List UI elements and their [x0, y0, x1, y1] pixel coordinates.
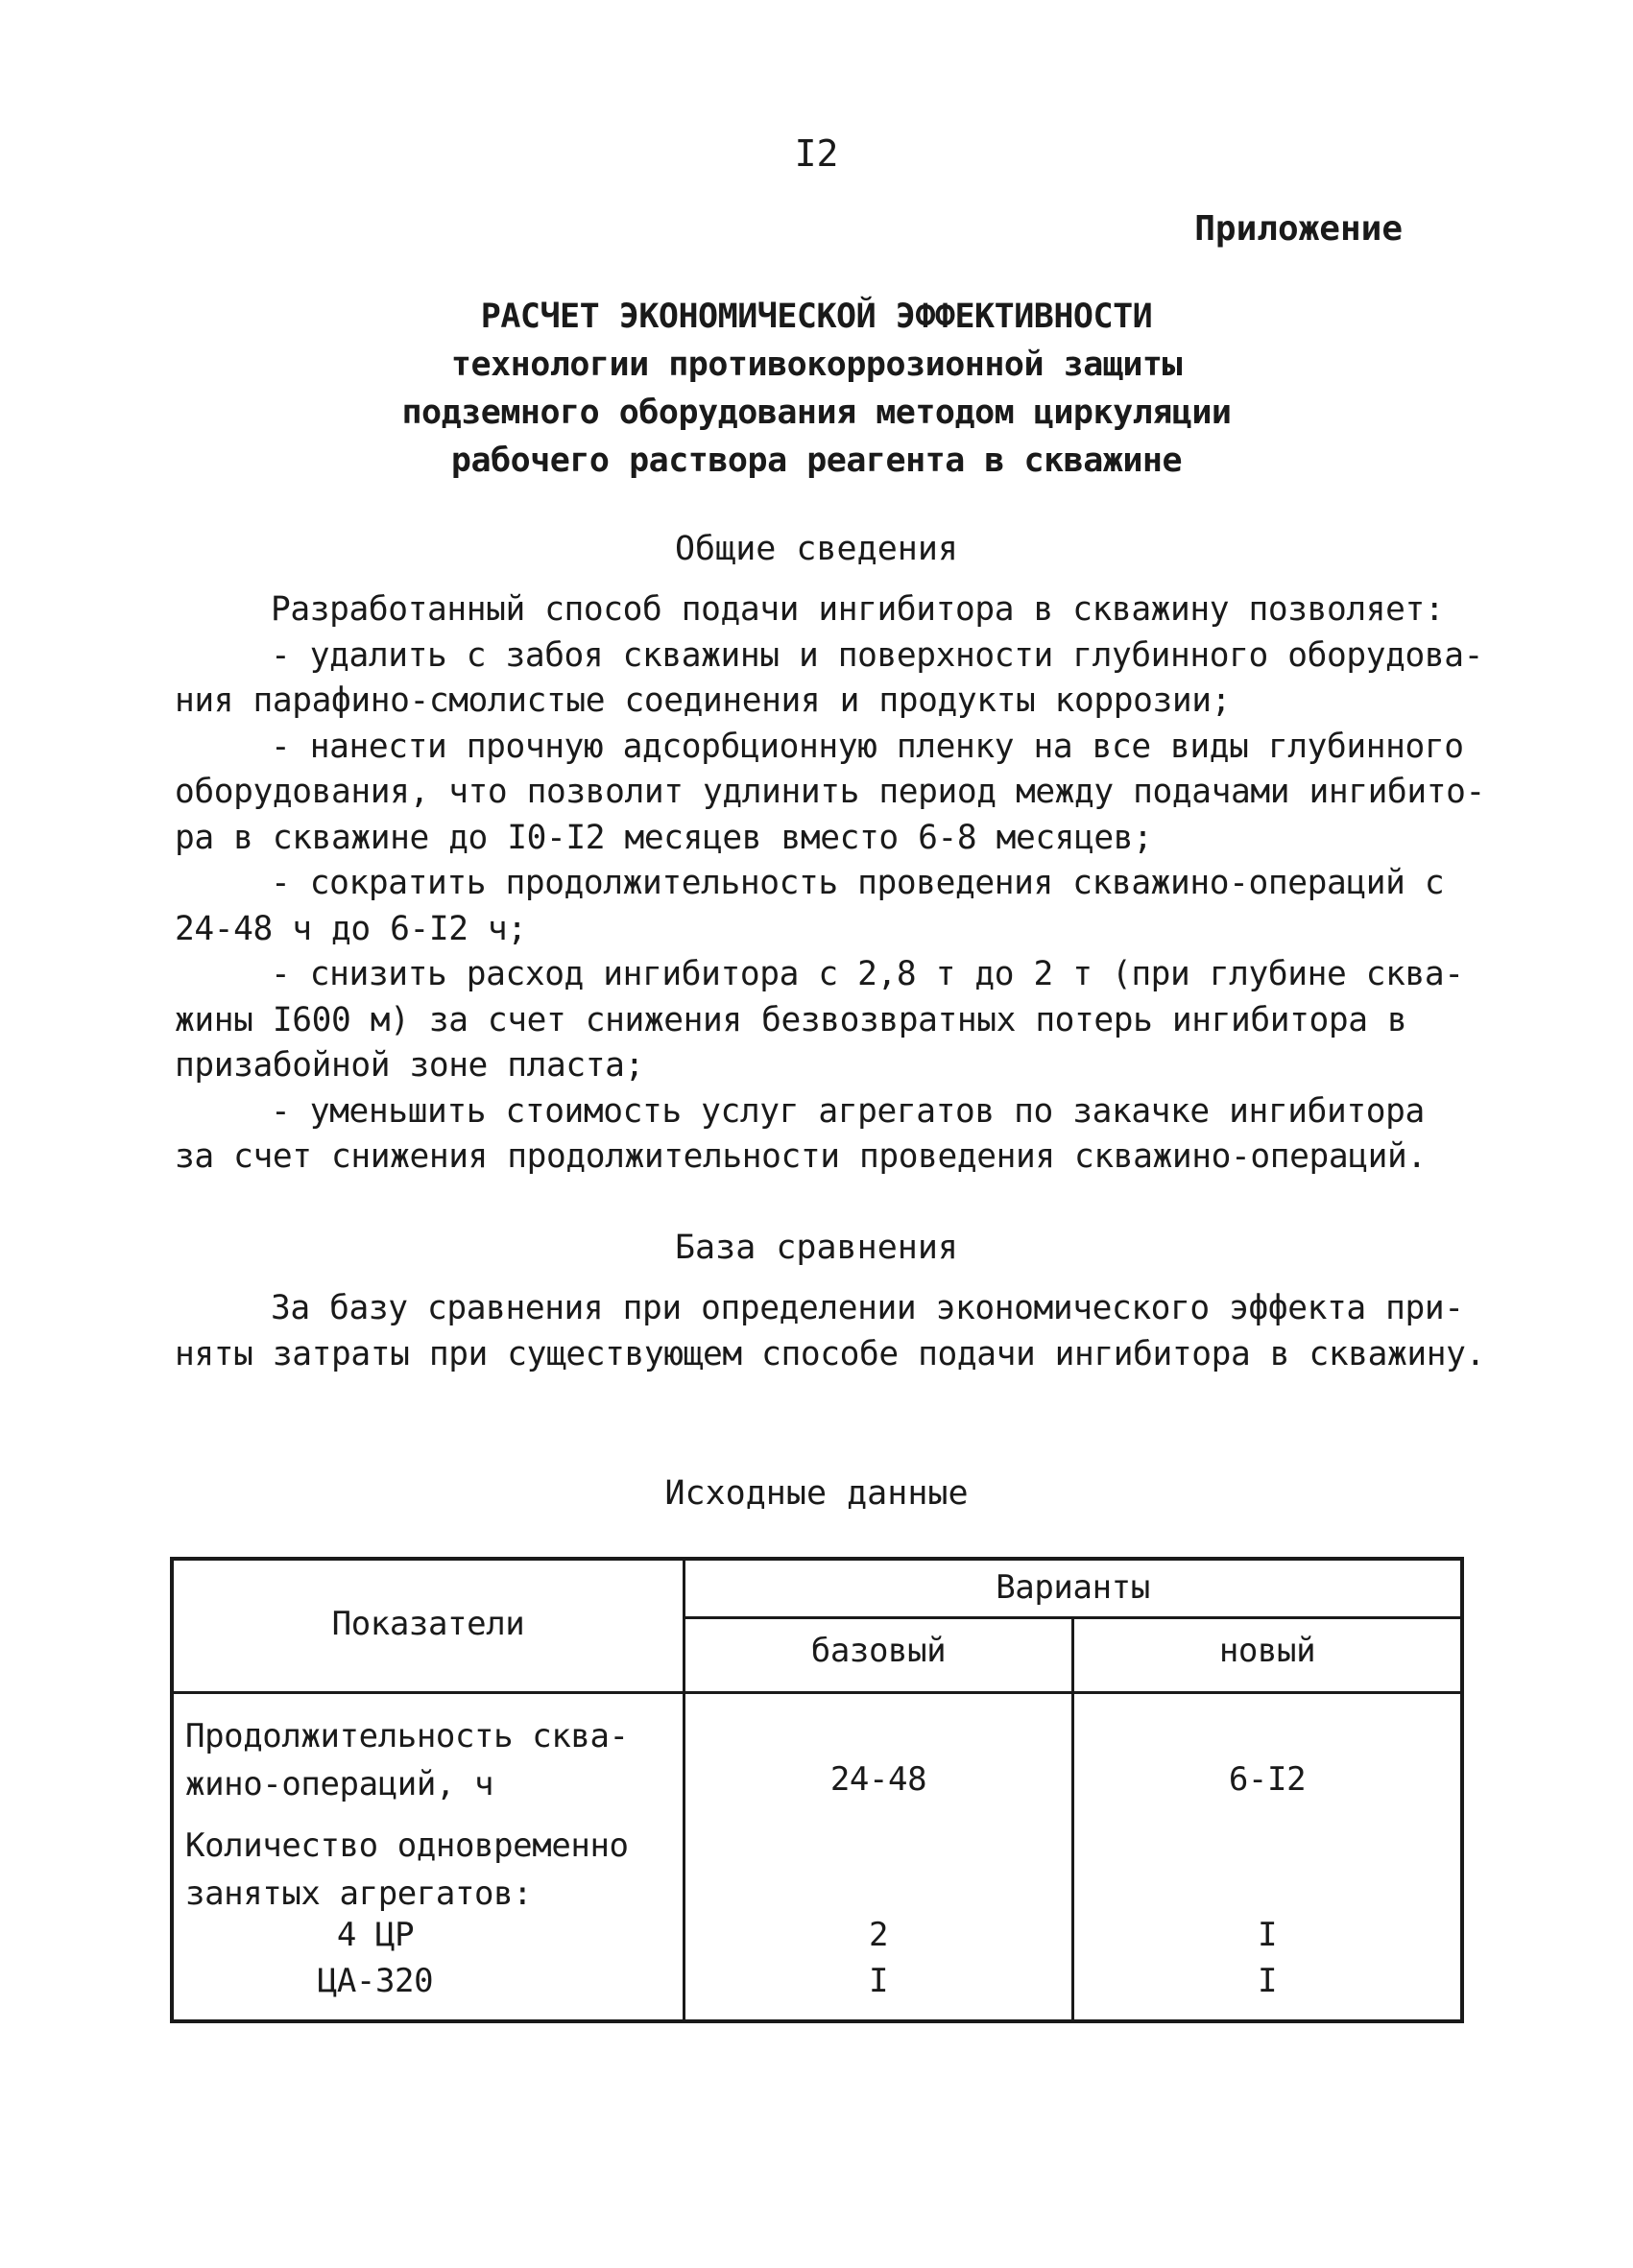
header-base: базовый: [810, 1632, 947, 1670]
table-divider: [174, 1691, 1460, 1694]
table-row-label-line: Продолжительность сква-: [185, 1717, 629, 1755]
row-4tsr-base: 2: [868, 1916, 889, 1954]
text-line: За базу сравнения при определении экономического эффекта при-: [271, 1289, 1464, 1327]
row-duration-label: [185, 1712, 629, 1808]
row-duration-new: 6-I2: [1228, 1760, 1307, 1799]
appendix-label: Приложение: [1194, 209, 1403, 249]
header-new: новый: [1218, 1632, 1316, 1670]
row-duration-base: 24-48: [829, 1760, 927, 1799]
text-line: - нанести прочную адсорбционную пленку на все виды глубинного: [271, 727, 1464, 766]
text-line: ния парафино-смолистые соединения и продукты коррозии;: [175, 681, 1232, 720]
text-line: - снизить расход ингибитора с 2,8 т до 2 т (при глубине сква-: [271, 955, 1464, 993]
text-line: 24-48 ч до 6-I2 ч;: [175, 909, 527, 948]
comparison-base-text: [175, 1286, 1485, 1377]
document-title: [0, 293, 1633, 485]
text-line: - удалить с забоя скважины и поверхности глубинного оборудова-: [271, 635, 1483, 675]
text-line: ра в скважине до I0-I2 месяцев вместо 6-8 месяцев;: [175, 818, 1153, 857]
general-info-text: [175, 587, 1485, 1181]
row-4tsr-new: I: [1257, 1916, 1278, 1954]
table-row-label-line: жино-операций, ч: [185, 1765, 494, 1803]
text-line: жины I600 м) за счет снижения безвозвратных потерь ингибитора в: [175, 1000, 1407, 1039]
text-line: - уменьшить стоимость услуг агрегатов по закачке ингибитора: [271, 1091, 1425, 1131]
source-data-table: [170, 1557, 1464, 2023]
title-line-3: подземного оборудования методом циркуляции: [401, 394, 1232, 432]
row-units-label: [185, 1822, 629, 1918]
page-number: I2: [794, 132, 839, 175]
text-line: оборудования, что позволит удлинить период между подачами ингибито-: [175, 773, 1485, 811]
source-data-heading: Исходные данные: [664, 1474, 969, 1513]
text-line: няты затраты при существующем способе подачи ингибитора в скважину.: [175, 1334, 1485, 1373]
table-row-label-line: Количество одновременно: [185, 1826, 629, 1865]
title-line-2: технологии противокоррозионной защиты: [450, 346, 1183, 384]
row-4tsr-label: 4 ЦР: [336, 1916, 415, 1954]
general-info-heading: Общие сведения: [674, 530, 958, 568]
title-line-4: рабочего раствора реагента в скважине: [450, 442, 1183, 480]
text-line: призабойной зоне пласта;: [175, 1046, 644, 1085]
row-tsa320-new: I: [1257, 1962, 1278, 2000]
row-tsa320-base: I: [868, 1962, 889, 2000]
title-line-1: РАСЧЕТ ЭКОНОМИЧЕСКОЙ ЭФФЕКТИВНОСТИ: [480, 298, 1153, 336]
row-tsa320-label: ЦА-320: [317, 1962, 434, 2000]
text-line: за счет снижения продолжительности проведения скважино-операций.: [175, 1137, 1427, 1176]
header-indicators: Показатели: [331, 1605, 525, 1643]
table-row-label-line: занятых агрегатов:: [185, 1874, 533, 1913]
text-line: Разработанный способ подачи ингибитора в скважину позволяет:: [271, 590, 1445, 629]
text-line: - сократить продолжительность проведения скважино-операций с: [271, 864, 1445, 902]
header-variants: Варианты: [996, 1568, 1150, 1607]
table-divider: [683, 1616, 1460, 1619]
table-divider: [1071, 1616, 1074, 2019]
comparison-base-heading: База сравнения: [674, 1229, 958, 1267]
